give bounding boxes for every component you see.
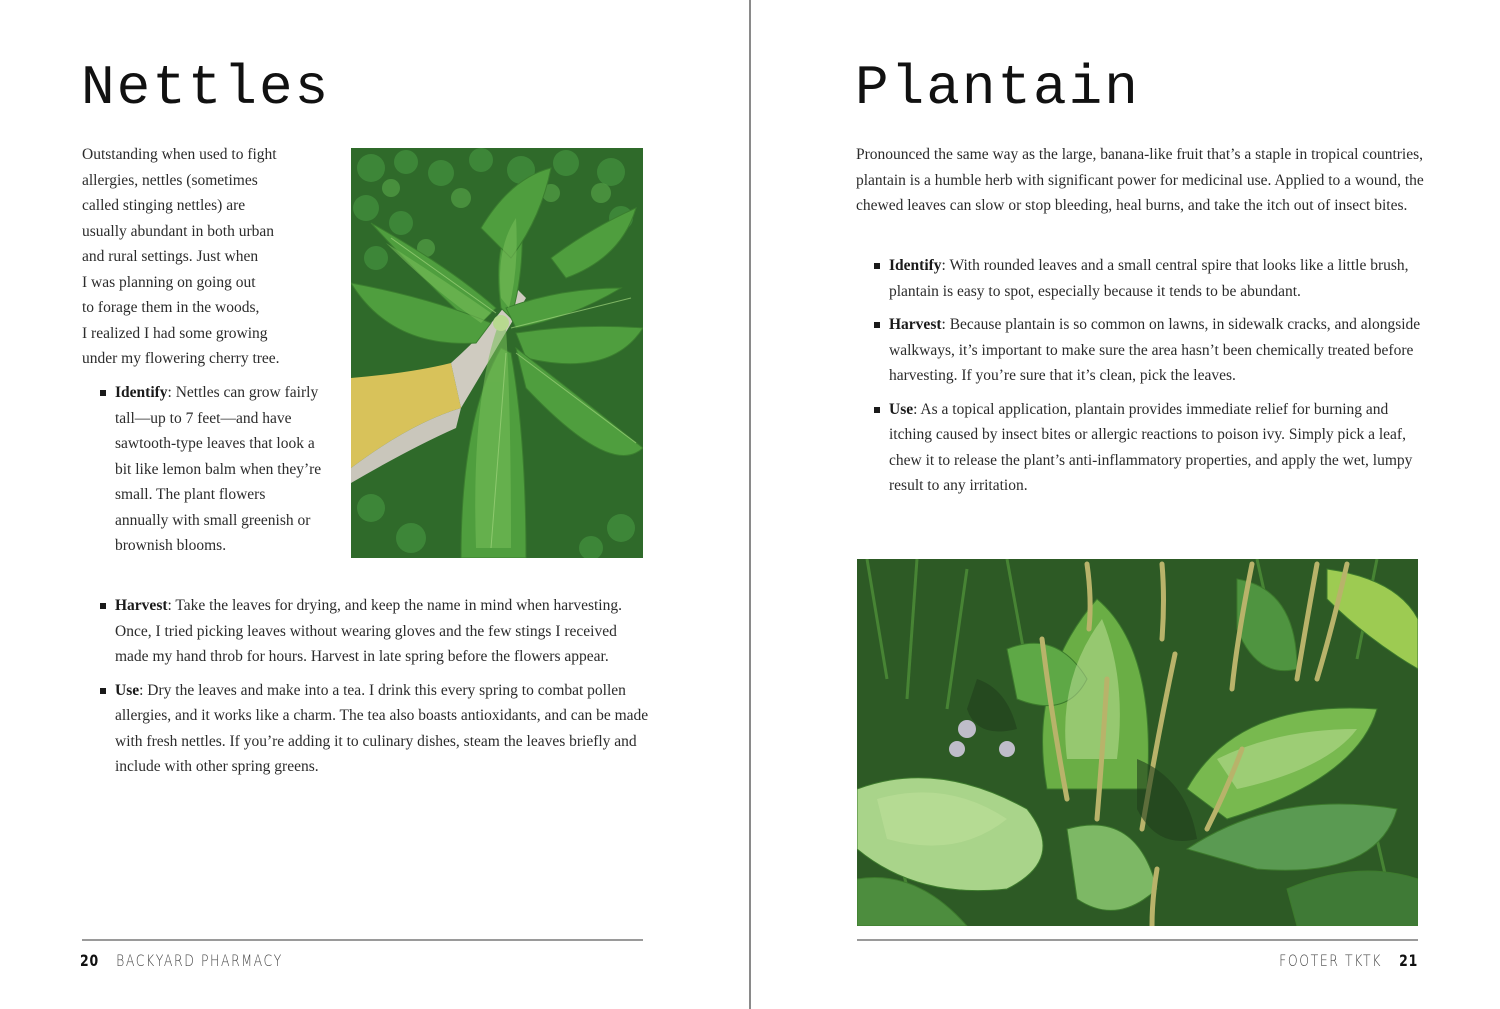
nettle-plant-image (351, 148, 643, 558)
page-title-nettles: Nettles (81, 56, 331, 120)
intro-paragraph: Pronounced the same way as the large, banana-like fruit that’s a staple in tropical countries, plantain is a humble herb with significant power for medicinal use. Applied to a wound, the chewed leaves can slow or stop bleeding, heal burns, and take the itch out of insect bites. (856, 146, 1424, 214)
bullet-item-identify (82, 380, 322, 559)
bullet-item-use (82, 678, 652, 780)
square-bullet-icon (100, 603, 106, 609)
footer-rule (82, 939, 643, 941)
bullet-term: Use (889, 400, 914, 418)
nettles-bullets (82, 593, 652, 788)
intro-line: under my flowering cherry tree. (82, 350, 280, 367)
bullet-term: Identify (889, 257, 942, 274)
intro-line: and rural settings. Just when (82, 248, 259, 265)
right-page (751, 0, 1500, 1009)
footer-rule (857, 939, 1418, 941)
running-head: BACKYARD PHARMACY (116, 951, 283, 970)
bullet-text: : Nettles can grow fairly tall—up to 7 feet—and have sawtooth-type leaves that look a bit like lemon balm when they’re small. The plant flowers annually with small greenish or brownish blooms. (115, 384, 322, 554)
intro-line: usually abundant in both urban (82, 222, 274, 240)
bullet-text: : With rounded leaves and a small central spire that looks like a little brush, plantain is easy to spot, especially because it tends to be abundant. (889, 257, 1409, 300)
bullet-text: : Dry the leaves and make into a tea. I drink this every spring to combat pollen allergies, and it works like a charm. The tea also boasts antioxidants, and can be made with fresh nettles. If you’re adding it to culinary dishes, steam the leaves briefly and include with other spring greens. (115, 681, 649, 775)
bullet-item-identify (856, 253, 1426, 304)
bullet-term: Harvest (115, 597, 168, 614)
square-bullet-icon (874, 407, 880, 413)
square-bullet-icon (100, 390, 106, 396)
bullet-item-harvest (82, 593, 652, 670)
intro-line: called stinging nettles) are (82, 197, 246, 214)
square-bullet-icon (874, 263, 880, 269)
bullet-item-use (856, 397, 1426, 499)
bullet-term: Identify (115, 384, 168, 401)
square-bullet-icon (100, 688, 106, 694)
plantain-bullets (856, 253, 1426, 507)
running-head: FOOTER TKTK (1279, 951, 1382, 970)
page-number: 20 (80, 951, 99, 970)
plantain-plant-image (857, 559, 1418, 926)
bullet-text: : As a topical application, plantain provides immediate relief for burning and itching caused by insect bites or allergic reactions to poison ivy. Simply pick a leaf, chew it to release the plant’s anti-inflammatory properties, and apply the wet, lumpy result to any irritation. (889, 400, 1413, 494)
nettles-photo (351, 148, 643, 558)
bullet-text: : Because plantain is so common on lawns, in sidewalk cracks, and alongside walkways, it’s important to make sure the area hasn’t been chemically treated before harvesting. If you’re sure that it’s clean, pick the leaves. (889, 316, 1421, 384)
page-number: 21 (1399, 951, 1418, 970)
bullet-term: Use (115, 681, 140, 699)
page-footer-right (1279, 950, 1418, 972)
page-footer-left (80, 950, 283, 972)
nettles-identify-block (82, 380, 322, 567)
nettles-intro (82, 142, 332, 372)
intro-line: I realized I had some growing (82, 324, 268, 342)
bullet-term: Harvest (889, 316, 942, 333)
intro-line: allergies, nettles (sometimes (82, 171, 258, 189)
intro-line: to forage them in the woods, (82, 299, 260, 316)
bullet-item-harvest (856, 312, 1426, 389)
bullet-text: : Take the leaves for drying, and keep the name in mind when harvesting. Once, I tried picking leaves without wearing gloves and the few stings I received made my hand throb for hours. Harvest in late spring before the flowers appear. (115, 597, 622, 665)
plantain-intro (856, 142, 1426, 219)
square-bullet-icon (874, 322, 880, 328)
plantain-photo (857, 559, 1418, 926)
page-title-plantain: Plantain (855, 56, 1140, 120)
left-page (0, 0, 749, 1009)
intro-line: Outstanding when used to fight (82, 146, 277, 163)
intro-line: I was planning on going out (82, 273, 256, 291)
